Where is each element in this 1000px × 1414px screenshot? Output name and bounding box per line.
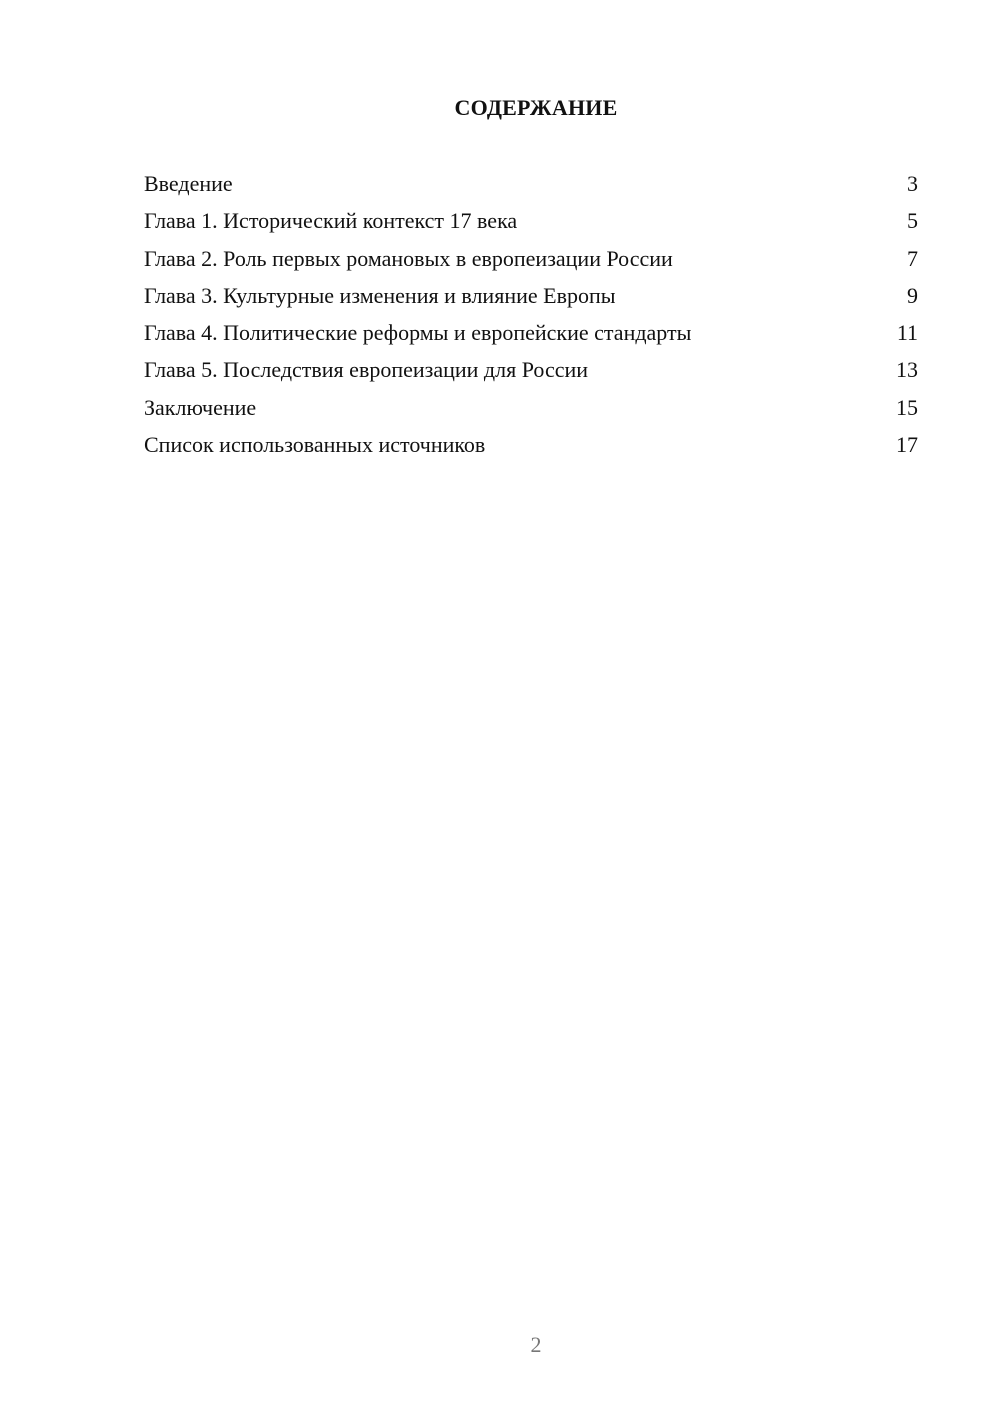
toc-entry-chapter-3[interactable] xyxy=(144,280,918,317)
toc-entry-conclusion[interactable] xyxy=(144,392,918,429)
toc-entry-chapter-2[interactable] xyxy=(144,243,918,280)
toc-entry-label: Введение xyxy=(144,171,233,196)
toc-entry-label: Глава 3. Культурные изменения и влияние Европы xyxy=(144,282,616,308)
toc-entry-page: 11 xyxy=(896,320,918,346)
table-of-contents xyxy=(144,168,918,466)
toc-entry-page: 9 xyxy=(907,282,918,308)
toc-entry-label: Глава 1. Исторический контекст 17 века xyxy=(144,208,518,234)
page-title: СОДЕРЖАНИЕ xyxy=(454,95,618,120)
toc-entry-label: Заключение xyxy=(144,394,257,420)
toc-entry-chapter-5[interactable] xyxy=(144,354,918,391)
toc-entry-chapter-1[interactable] xyxy=(144,205,918,242)
toc-entry-label: Глава 2. Роль первых романовых в европеизации России xyxy=(144,245,673,271)
toc-entry-page: 3 xyxy=(907,171,918,196)
page-number: 2 xyxy=(530,1332,542,1357)
toc-entry-label: Глава 4. Политические реформы и европейские стандарты xyxy=(144,320,692,346)
toc-entry-page: 17 xyxy=(896,432,918,458)
toc-entry-label: Глава 5. Последствия европеизации для России xyxy=(144,357,589,383)
toc-entry-label: Список использованных источников xyxy=(144,432,486,458)
toc-entry-references[interactable] xyxy=(144,429,918,466)
toc-entry-page: 15 xyxy=(896,394,918,420)
toc-entry-introduction[interactable] xyxy=(144,168,918,205)
toc-entry-chapter-4[interactable] xyxy=(144,317,918,354)
toc-entry-page: 5 xyxy=(907,208,918,234)
toc-entry-page: 7 xyxy=(907,245,918,271)
toc-entry-page: 13 xyxy=(896,357,918,383)
